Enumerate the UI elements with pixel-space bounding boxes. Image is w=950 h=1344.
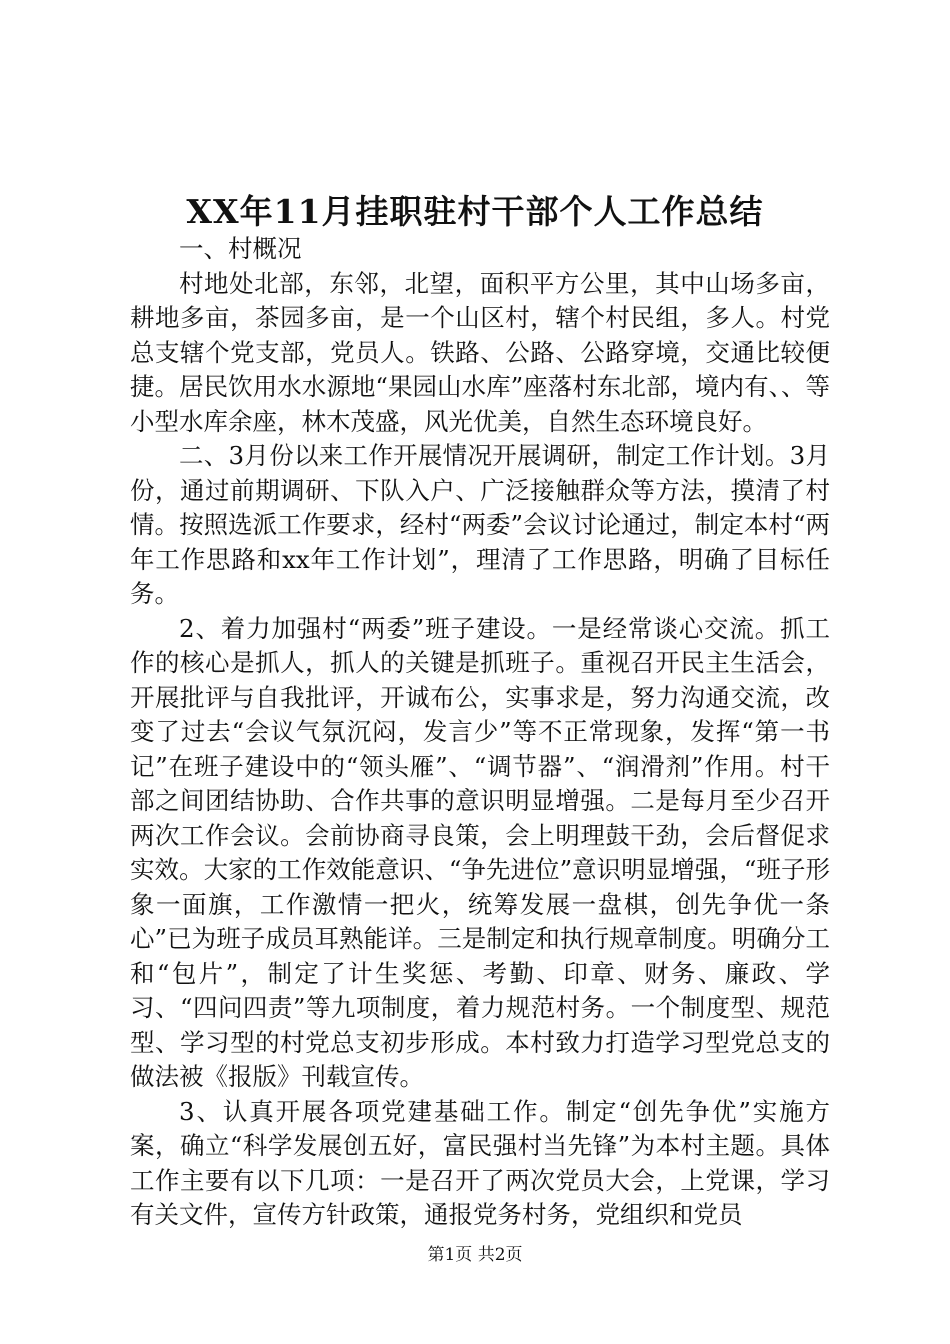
section-heading: 一、村概况 bbox=[179, 234, 302, 263]
body-paragraph: 3、认真开展各项党建基础工作。制定“创先争优”实施方案，确立“科学发展创五好，富民强村当先锋”为本村主题。具体工作主要有以下几项：一是召开了两次党员大会，上党课，学习有关文件，宣传方针政策，通报党务村务，党组织和党员 bbox=[130, 1096, 830, 1229]
document-body bbox=[130, 232, 830, 1233]
body-paragraph: 村地处北部，东邻，北望，面积平方公里，其中山场多亩，耕地多亩，茶园多亩，是一个山区村，辖个村民组，多人。村党总支辖个党支部，党员人。铁路、公路、公路穿境，交通比较便捷。居民饮用水水源地“果园山水库”座落村东北部，境内有、、等小型水库余座，林木茂盛，风光优美，自然生态环境良好。 bbox=[130, 268, 830, 436]
body-paragraph: 二、3月份以来工作开展情况开展调研，制定工作计划。3月份，通过前期调研、下队入户、广泛接触群众等方法，摸清了村情。按照选派工作要求，经村“两委”会议讨论通过，制定本村“两年工作思路和xx年工作计划”，理清了工作思路，明确了目标任务。 bbox=[130, 441, 830, 608]
page-number-footer: 第1页 共2页 bbox=[427, 1245, 523, 1265]
body-paragraph: 2、着力加强村“两委”班子建设。一是经常谈心交流。抓工作的核心是抓人，抓人的关键是抓班子。重视召开民主生活会，开展批评与自我批评，开诚布公，实事求是，努力沟通交流，改变了过去“会议气氛沉闷，发言少”等不正常现象，发挥“第一书记”在班子建设中的“领头雁”、“调节器”、“润滑剂”作用。村干部之间团结协助、合作共事的意识明显增强。二是每月至少召开两次工作会议。会前协商寻良策，会上明理鼓干劲，会后督促求实效。大家的工作效能意识、“争先进位”意识明显增强，“班子形象一面旗，工作激情一把火，统筹发展一盘棋，创先争优一条心”已为班子成员耳熟能详。三是制定和执行规章制度。明确分工和“包片”，制定了计生奖惩、考勤、印章、财务、廉政、学习、“四问四责”等九项制度，着力规范村务。一个制度型、规范型、学习型的村党总支初步形成。本村致力打造学习型党总支的做法被《报版》刊载宣传。 bbox=[130, 613, 830, 1091]
document-title: XX年11月挂职驻村干部个人工作总结 bbox=[186, 192, 764, 231]
